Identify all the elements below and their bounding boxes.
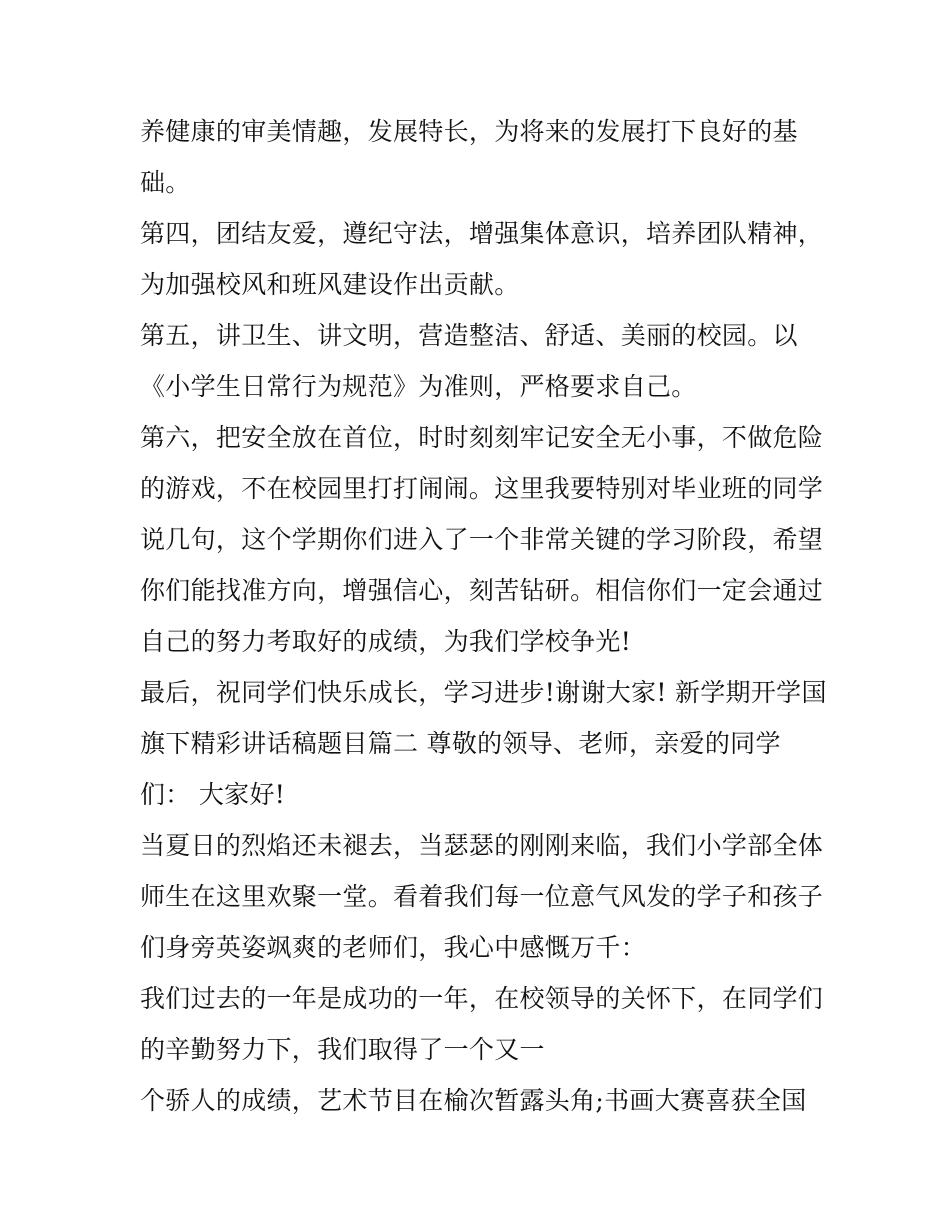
text-line: 旗下精彩讲话稿题目篇二 尊敬的领导、老师，亲爱的同学 <box>140 729 781 758</box>
text-line: 础。 <box>140 168 191 197</box>
text-line: 师生在这里欢聚一堂。看着我们每一位意气风发的学子和孩子 <box>140 882 824 911</box>
text-line: 第四，团结友爱，遵纪守法，增强集体意识，培养团队精神， <box>140 219 824 248</box>
text-line: 养健康的审美情趣，发展特长，为将来的发展打下良好的基 <box>140 117 798 146</box>
body-text <box>140 106 840 1126</box>
text-line: 你们能找准方向，增强信心，刻苦钻研。相信你们一定会通过 <box>140 576 824 605</box>
text-line: 第六，把安全放在首位，时时刻刻牢记安全无小事，不做危险 <box>140 423 824 452</box>
text-line: 当夏日的烈焰还未褪去，当瑟瑟的刚刚来临，我们小学部全体 <box>140 831 824 860</box>
text-line: 说几句，这个学期你们进入了一个非常关键的学习阶段，希望 <box>140 525 824 554</box>
text-line: 的辛勤努力下，我们取得了一个又一 <box>140 1035 545 1064</box>
text-line: 最后，祝同学们快乐成长，学习进步!谢谢大家! 新学期开学国 <box>140 678 827 707</box>
text-line: 第五，讲卫生、讲文明，营造整洁、舒适、美丽的校园。以 <box>140 321 798 350</box>
text-line: 自己的努力考取好的成绩，为我们学校争光! <box>140 627 632 656</box>
text-line: 们身旁英姿飒爽的老师们，我心中感慨万千： <box>140 933 647 962</box>
text-line: 为加强校风和班风建设作出贡献。 <box>140 270 520 299</box>
text-line: 们： 大家好! <box>140 780 286 809</box>
text-line: 个骄人的成绩，艺术节目在榆次暂露头角;书画大赛喜获全国 <box>140 1086 807 1115</box>
text-line: 我们过去的一年是成功的一年，在校领导的关怀下，在同学们 <box>140 984 824 1013</box>
text-line: 《小学生日常行为规范》为准则，严格要求自己。 <box>140 372 697 401</box>
text-line: 的游戏，不在校园里打打闹闹。这里我要特别对毕业班的同学 <box>140 474 824 503</box>
